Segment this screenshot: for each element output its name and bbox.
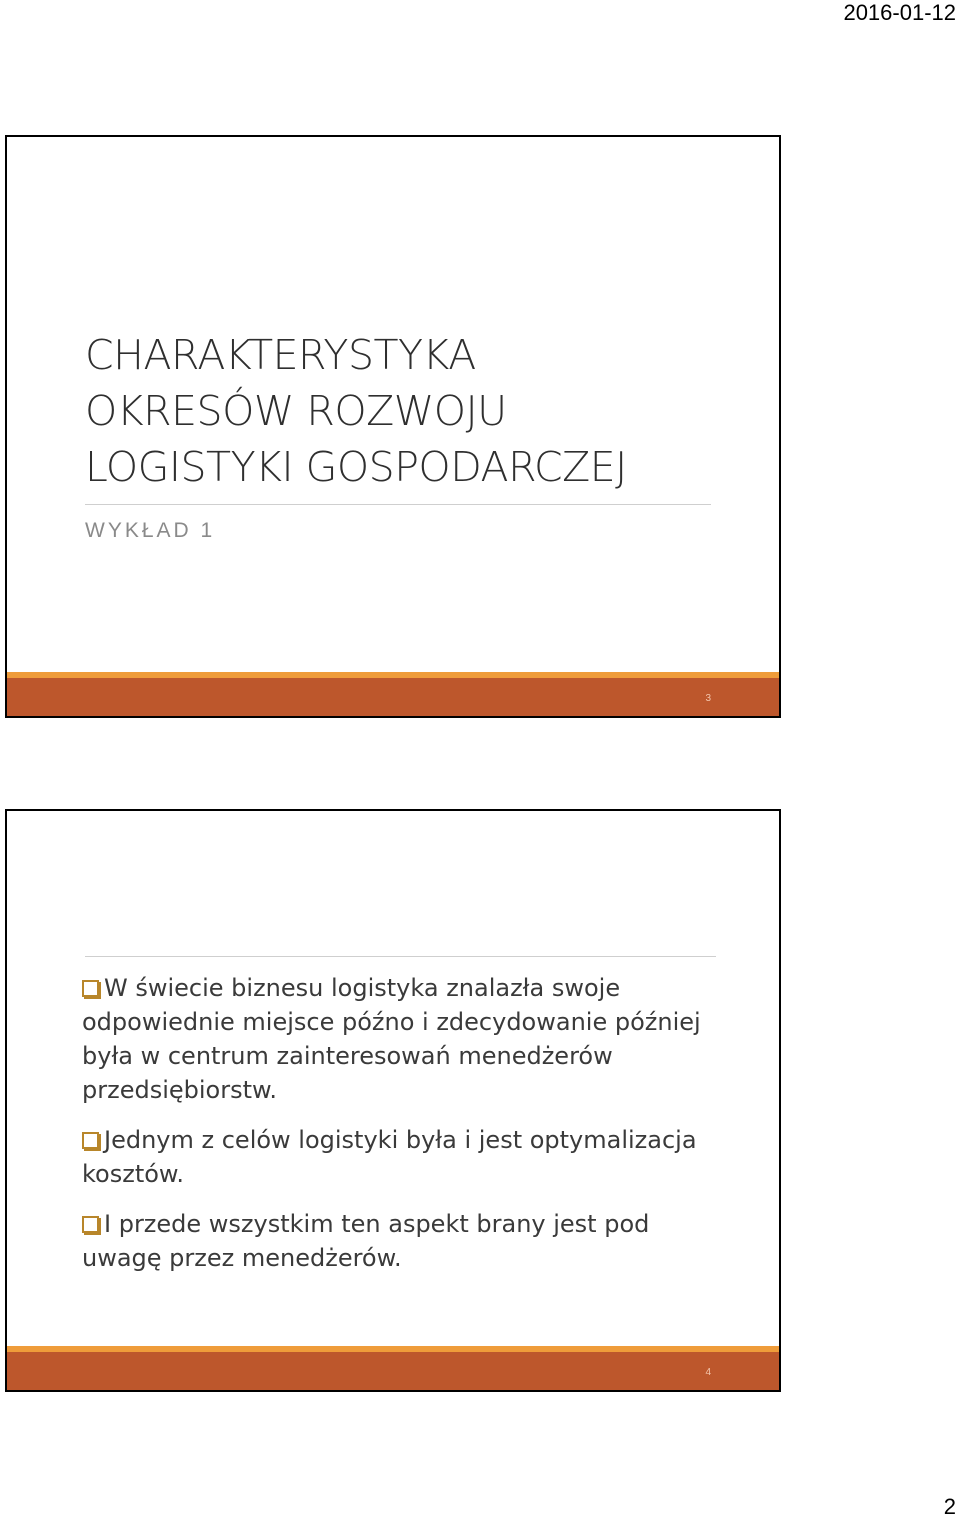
checkbox-square-icon <box>82 980 99 997</box>
slide-subtitle: WYKŁAD 1 <box>85 519 216 542</box>
slide-title-text <box>85 327 725 495</box>
bullet-list <box>82 971 732 1291</box>
slide-footer-bar <box>7 1346 779 1390</box>
title-divider <box>85 504 711 505</box>
slide-number: 4 <box>705 1367 711 1378</box>
bullet-text: Jednym z celów logistyki była i jest optymalizacja kosztów. <box>82 1126 697 1188</box>
page-date: 2016-01-12 <box>843 0 956 25</box>
bullet-text: I przede wszystkim ten aspekt brany jest pod uwagę przez menedżerów. <box>82 1210 650 1272</box>
title-line-2: OKRESÓW ROZWOJU <box>85 387 507 435</box>
list-item <box>82 1207 732 1275</box>
slide-title <box>5 135 781 718</box>
title-line-3: LOGISTYKI GOSPODARCZEJ <box>85 443 627 491</box>
slide-number: 3 <box>705 693 711 704</box>
checkbox-square-icon <box>82 1216 99 1233</box>
content-divider <box>85 956 716 957</box>
list-item <box>82 1123 732 1191</box>
bullet-text: W świecie biznesu logistyka znalazła swoje odpowiednie miejsce późno i zdecydowanie później była w centrum zainteresowań menedżerów przedsiębiorstw. <box>82 974 701 1104</box>
slide-footer-bar <box>7 672 779 716</box>
slide-content <box>5 809 781 1392</box>
title-line-1: CHARAKTERYSTYKA <box>85 331 476 379</box>
checkbox-square-icon <box>82 1132 99 1149</box>
list-item <box>82 971 732 1107</box>
page-number: 2 <box>943 1494 956 1519</box>
